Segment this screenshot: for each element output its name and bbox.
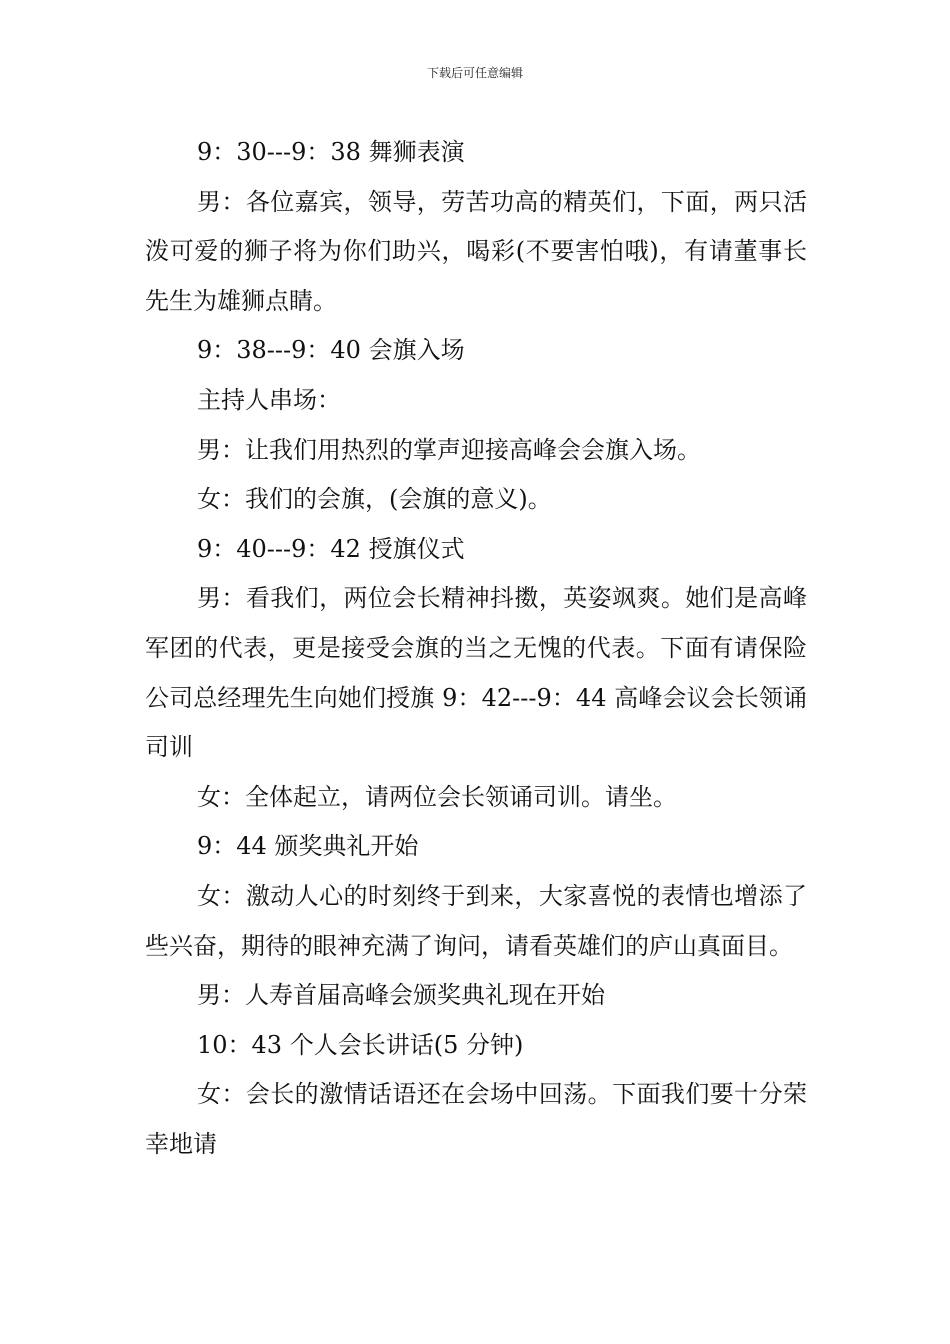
paragraph-schedule-flag-ceremony: 9：40---9：42 授旗仪式 xyxy=(197,534,465,563)
paragraph-motto-recital: 女：全体起立，请两位会长领诵司训。请坐。 xyxy=(197,782,677,811)
paragraph-host-transition: 主持人串场： xyxy=(197,385,341,414)
document-body xyxy=(145,128,807,1169)
paragraph-awards-intro-female: 女：激动人心的时刻终于到来，大家喜悦的表情也增添了些兴奋，期待的眼神充满了询问，请看英雄们的庐山真面目。 xyxy=(145,881,807,960)
paragraph-flag-entry-male: 男：让我们用热烈的掌声迎接高峰会会旗入场。 xyxy=(197,435,701,464)
paragraph-lion-dance-speech: 男：各位嘉宾，领导，劳苦功高的精英们，下面，两只活泼可爱的狮子将为你们助兴，喝彩(不要害怕哦)，有请董事长先生为雄狮点睛。 xyxy=(145,187,807,315)
paragraph-schedule-president-speech: 10：43 个人会长讲话(5 分钟) xyxy=(197,1030,524,1059)
paragraph-schedule-awards: 9：44 颁奖典礼开始 xyxy=(197,832,419,861)
paragraph-flag-ceremony-speech: 男：看我们，两位会长精神抖擞，英姿飒爽。她们是高峰军团的代表，更是接受会旗的当之无愧的代表。下面有请保险公司总经理先生向她们授旗 9：42---9：44 高峰会议会长领诵司训 xyxy=(145,584,807,762)
paragraph-schedule-flag-entry: 9：38---9：40 会旗入场 xyxy=(197,336,465,365)
paragraph-awards-start-male: 男：人寿首届高峰会颁奖典礼现在开始 xyxy=(197,981,605,1010)
page-header: 下载后可任意编辑 xyxy=(426,66,523,80)
paragraph-schedule-lion-dance: 9：30---9：38 舞狮表演 xyxy=(197,138,465,166)
paragraph-president-speech-female: 女：会长的激情话语还在会场中回荡。下面我们要十分荣幸地请 xyxy=(145,1080,807,1158)
paragraph-flag-entry-female: 女：我们的会旗，(会旗的意义)。 xyxy=(197,485,552,514)
